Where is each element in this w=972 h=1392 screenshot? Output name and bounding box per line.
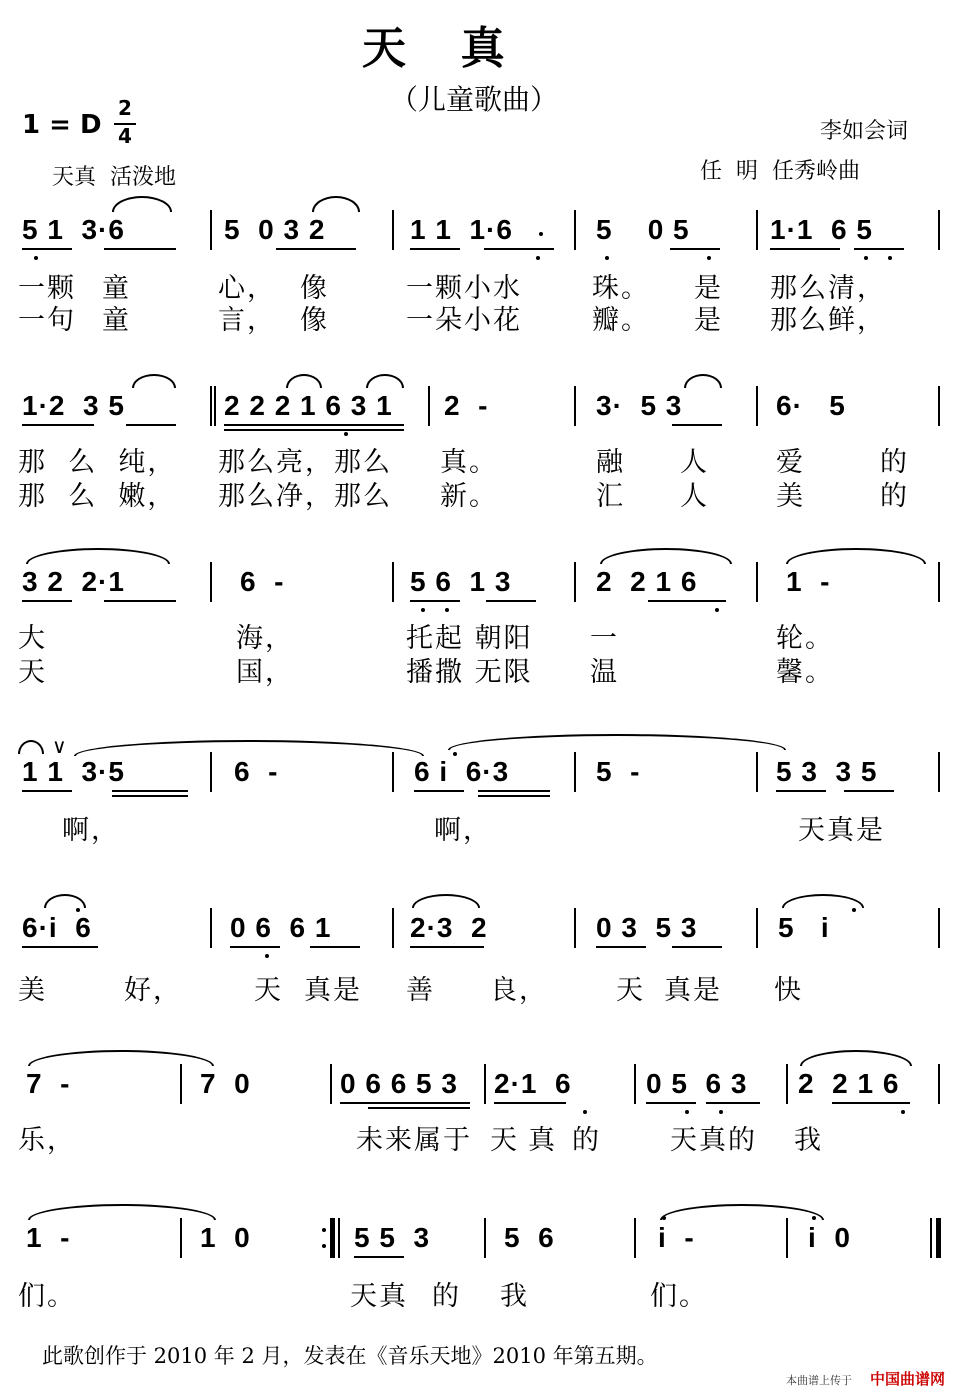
low-octave-dot (445, 608, 449, 612)
barline (392, 210, 394, 250)
high-octave-dot (76, 908, 80, 912)
measure-notes: 6·i 6 (22, 912, 92, 943)
barline (210, 386, 212, 426)
barline (938, 562, 940, 602)
low-octave-dot (344, 432, 348, 436)
measure-notes: 1 - (26, 1222, 71, 1253)
low-octave-dot (605, 256, 609, 260)
lyric-word: 那 么 嫩， (18, 481, 177, 512)
measure-notes: 2 - (444, 390, 489, 421)
underline (478, 790, 550, 792)
lyric-word: 珠。 (592, 273, 650, 304)
key-signature: 1 = D (22, 110, 102, 140)
underline (22, 248, 72, 250)
footnote: 此歌创作于 2010 年 2 月，发表在《音乐天地》2010 年第五期。 (42, 1344, 658, 1368)
barline (180, 1064, 182, 1104)
lyric-word: 一颗小水 (406, 273, 522, 304)
lyric-word: 新。 (440, 481, 498, 512)
lyric-word: 像 (300, 305, 329, 336)
lyric-word: 人 (680, 481, 709, 512)
time-signature-top: 2 (118, 96, 132, 120)
measure-notes: 0 3 5 3 (596, 912, 698, 943)
lyric-word: 的 (432, 1281, 461, 1312)
barline (786, 1218, 788, 1258)
barline (392, 908, 394, 948)
barline (392, 562, 394, 602)
lyric-word: 美 (776, 481, 805, 512)
measure-notes: 5 - (596, 756, 641, 787)
lyric-word: 温 (590, 657, 619, 688)
measure-notes: 5 6 1 3 (410, 566, 512, 597)
underline (646, 1102, 696, 1104)
measure-notes: 7 0 (200, 1068, 251, 1099)
measure-notes: 7 - (26, 1068, 71, 1099)
high-octave-dot (812, 1216, 816, 1220)
measure-notes: 0 5 6 3 (646, 1068, 748, 1099)
measure-notes: 2 2 1 6 (798, 1068, 900, 1099)
measure-notes: 2·1 6 (494, 1068, 572, 1099)
underline (368, 1107, 470, 1109)
underline (770, 248, 840, 250)
lyric-word: 融 (596, 447, 625, 478)
measure-notes: 2 2 1 6 (596, 566, 698, 597)
underline (354, 1256, 404, 1258)
barline (634, 1064, 636, 1104)
barline (484, 1064, 486, 1104)
slur (448, 734, 786, 750)
slur (312, 196, 360, 212)
underline (672, 424, 722, 426)
underline (670, 248, 720, 250)
slur (412, 894, 480, 908)
lyric-word: 心， (218, 273, 276, 304)
barline (938, 1064, 940, 1104)
lyric-word: 一 (590, 623, 619, 654)
measure-notes: 1 1 1·6 (410, 214, 513, 245)
underline (22, 946, 98, 948)
lyric-word: 那 么 纯， (18, 447, 177, 478)
tempo-marking: 天真 活泼地 (52, 165, 176, 190)
underline (224, 424, 404, 426)
underline (596, 946, 646, 948)
measure-notes: 5 5 3 (354, 1222, 431, 1253)
slur (28, 1050, 214, 1066)
barline (786, 1064, 788, 1104)
measure-notes: i 0 (808, 1222, 851, 1253)
lyric-word: 真是 (664, 975, 722, 1006)
underline (126, 424, 176, 426)
low-octave-dot (864, 256, 868, 260)
lyric-word: 言， (218, 305, 276, 336)
underline (22, 790, 72, 792)
lyric-word: 天 (18, 657, 47, 688)
lyric-word: 馨。 (776, 657, 834, 688)
measure-notes: 5 6 (504, 1222, 555, 1253)
lyric-word: 啊， (62, 815, 120, 846)
lyric-word: 天真 (350, 1281, 408, 1312)
slur (660, 1204, 824, 1220)
high-octave-dot (662, 1216, 666, 1220)
slur (366, 374, 404, 388)
underline (414, 790, 464, 792)
barline (484, 1218, 486, 1258)
lyric-word: 的 (880, 447, 909, 478)
underline (832, 1102, 910, 1104)
underline (478, 795, 550, 797)
lyric-word: 大 (18, 623, 47, 654)
lyric-word: 那么清， (770, 273, 886, 304)
barline (330, 1064, 332, 1104)
underline (276, 248, 356, 250)
underline (310, 946, 360, 948)
underline (104, 600, 176, 602)
barline (574, 562, 576, 602)
underline (776, 790, 826, 792)
repeat-dot (322, 1228, 326, 1232)
lyric-word: 童 (102, 273, 131, 304)
lyric-word: 海， (236, 623, 294, 654)
barline (210, 908, 212, 948)
lyric-word: 天 (490, 1125, 519, 1156)
slur (786, 548, 926, 564)
slur (132, 374, 176, 388)
barline (210, 210, 212, 250)
lyric-word: 那么亮，那么 (218, 447, 392, 478)
lyric-word: 快 (774, 975, 803, 1006)
measure-notes: 6 - (240, 566, 285, 597)
lyric-word: 爱 (776, 447, 805, 478)
barline (574, 386, 576, 426)
lyric-word: 轮。 (776, 623, 834, 654)
barline (756, 562, 758, 602)
underline (706, 1102, 760, 1104)
lyric-word: 国， (236, 657, 294, 688)
lyric-word: 人 (680, 447, 709, 478)
underline (410, 600, 460, 602)
measure-notes: 0 6 6 1 (230, 912, 332, 943)
barline (756, 386, 758, 426)
lyric-word: 那么鲜， (770, 305, 886, 336)
measure-notes: 5 0 5 (596, 214, 690, 245)
barline (180, 1218, 182, 1258)
barline (756, 210, 758, 250)
low-octave-dot (901, 1110, 905, 1114)
low-octave-dot (265, 954, 269, 958)
low-octave-dot (34, 256, 38, 260)
barline (938, 908, 940, 948)
slur (286, 374, 322, 388)
lyric-word: 一颗 (18, 273, 76, 304)
measure-notes: 1·2 3 5 (22, 390, 125, 421)
barline (210, 562, 212, 602)
lyric-word: 我 (500, 1281, 529, 1312)
barline (938, 752, 940, 792)
watermark-text: 本曲谱上传于 (786, 1374, 852, 1387)
underline (672, 946, 722, 948)
barline (634, 1218, 636, 1258)
barline (938, 210, 940, 250)
underline (112, 790, 188, 792)
barline (428, 386, 430, 426)
measure-notes: 0 6 6 5 3 (340, 1068, 458, 1099)
lyric-word: 们。 (650, 1281, 708, 1312)
slur (112, 196, 172, 212)
barline (756, 752, 758, 792)
song-subtitle: （儿童歌曲） (390, 83, 559, 116)
lyric-word: 真。 (440, 447, 498, 478)
measure-notes: i - (658, 1222, 695, 1253)
slur (74, 740, 424, 756)
lyric-word: 真是 (304, 975, 362, 1006)
underline (410, 946, 484, 948)
underline (230, 946, 280, 948)
low-octave-dot (888, 256, 892, 260)
low-octave-dot (715, 608, 719, 612)
lyric-word: 未来属于 (356, 1125, 472, 1156)
lyric-word: 是 (694, 305, 723, 336)
lyric-word: 天真的 (670, 1125, 757, 1156)
measure-notes: 1 - (786, 566, 831, 597)
underline (22, 600, 72, 602)
barline (574, 752, 576, 792)
lyric-word: 天真是 (798, 815, 885, 846)
watermark-logo: 中国曲谱网 (870, 1370, 946, 1388)
lyric-word: 啊， (434, 815, 492, 846)
lyric-word: 一句 (18, 305, 76, 336)
measure-notes: 6 i 6·3 (414, 756, 510, 787)
repeat-barline (330, 1218, 335, 1258)
measure-notes: 3· 5 3 (596, 390, 683, 421)
lyric-word: 善 (406, 975, 435, 1006)
repeat-dot (322, 1244, 326, 1248)
barline (938, 386, 940, 426)
low-octave-dot (707, 256, 711, 260)
lyric-word: 真 (528, 1125, 557, 1156)
lyric-word: 托起 朝阳 (406, 623, 533, 654)
lyric-word: 播撒 无限 (406, 657, 533, 688)
lyric-word: 的 (880, 481, 909, 512)
barline (574, 210, 576, 250)
low-octave-dot (583, 1110, 587, 1114)
lyric-word: 良， (490, 975, 548, 1006)
underline (484, 248, 554, 250)
slur (26, 548, 170, 564)
lyric-word: 童 (102, 305, 131, 336)
measure-notes: 1 1 3·5 (22, 756, 125, 787)
barline (214, 386, 216, 426)
measure-notes: 1·1 6 5 (770, 214, 873, 245)
lyric-word: 像 (300, 273, 329, 304)
underline (648, 600, 726, 602)
underline (112, 795, 188, 797)
barline (392, 752, 394, 792)
underline (494, 1102, 566, 1104)
final-barline (930, 1218, 932, 1258)
slur (28, 1204, 216, 1220)
measure-notes: 6· 5 (776, 390, 846, 421)
measure-notes: 1 0 (200, 1222, 251, 1253)
underline (22, 424, 94, 426)
barline (756, 908, 758, 948)
lyric-word: 好， (124, 975, 182, 1006)
slur (44, 894, 86, 908)
lyric-word: 天 (616, 975, 645, 1006)
breath-mark: ∨ (52, 734, 67, 758)
underline (104, 248, 176, 250)
low-octave-dot (539, 232, 543, 236)
final-barline (936, 1218, 941, 1258)
lyric-word: 汇 (596, 481, 625, 512)
lyric-word: 的 (572, 1125, 601, 1156)
measure-notes: 5 1 3·6 (22, 214, 125, 245)
high-octave-dot (852, 908, 856, 912)
underline (486, 600, 536, 602)
lyricist-credit: 李如会词 (820, 119, 909, 144)
low-octave-dot (536, 256, 540, 260)
measure-notes: 2 2 2 1 6 3 1 (224, 390, 393, 421)
underline (410, 248, 460, 250)
measure-notes: 2·3 2 (410, 912, 488, 943)
underline (224, 429, 404, 431)
slur (782, 894, 864, 908)
underline (854, 248, 904, 250)
measure-notes: 5 0 3 2 (224, 214, 326, 245)
lyric-word: 是 (694, 273, 723, 304)
lyric-word: 我 (794, 1125, 823, 1156)
composer-credit: 任 明 任秀岭曲 (700, 159, 860, 184)
underline (844, 790, 894, 792)
lyric-word: 们。 (18, 1281, 76, 1312)
measure-notes: 5 i (778, 912, 830, 943)
lyric-word: 天 (254, 975, 283, 1006)
song-title: 天 真 (362, 23, 513, 74)
underline (340, 1102, 470, 1104)
slur (684, 374, 722, 388)
lyric-word: 美 (18, 975, 47, 1006)
lyric-word: 瓣。 (592, 305, 650, 336)
barline (574, 908, 576, 948)
slur (600, 548, 732, 564)
lyric-word: 那么净，那么 (218, 481, 392, 512)
slur (18, 740, 44, 754)
time-signature-bottom: 4 (118, 124, 132, 148)
lyric-word: 一朵小花 (406, 305, 522, 336)
lyric-word: 乐， (18, 1125, 76, 1156)
high-octave-dot (453, 752, 457, 756)
measure-notes: 3 2 2·1 (22, 566, 125, 597)
repeat-barline (338, 1218, 340, 1258)
measure-notes: 5 3 3 5 (776, 756, 878, 787)
low-octave-dot (719, 1110, 723, 1114)
barline (210, 752, 212, 792)
measure-notes: 6 - (234, 756, 279, 787)
low-octave-dot (421, 608, 425, 612)
low-octave-dot (685, 1110, 689, 1114)
slur (800, 1050, 912, 1066)
